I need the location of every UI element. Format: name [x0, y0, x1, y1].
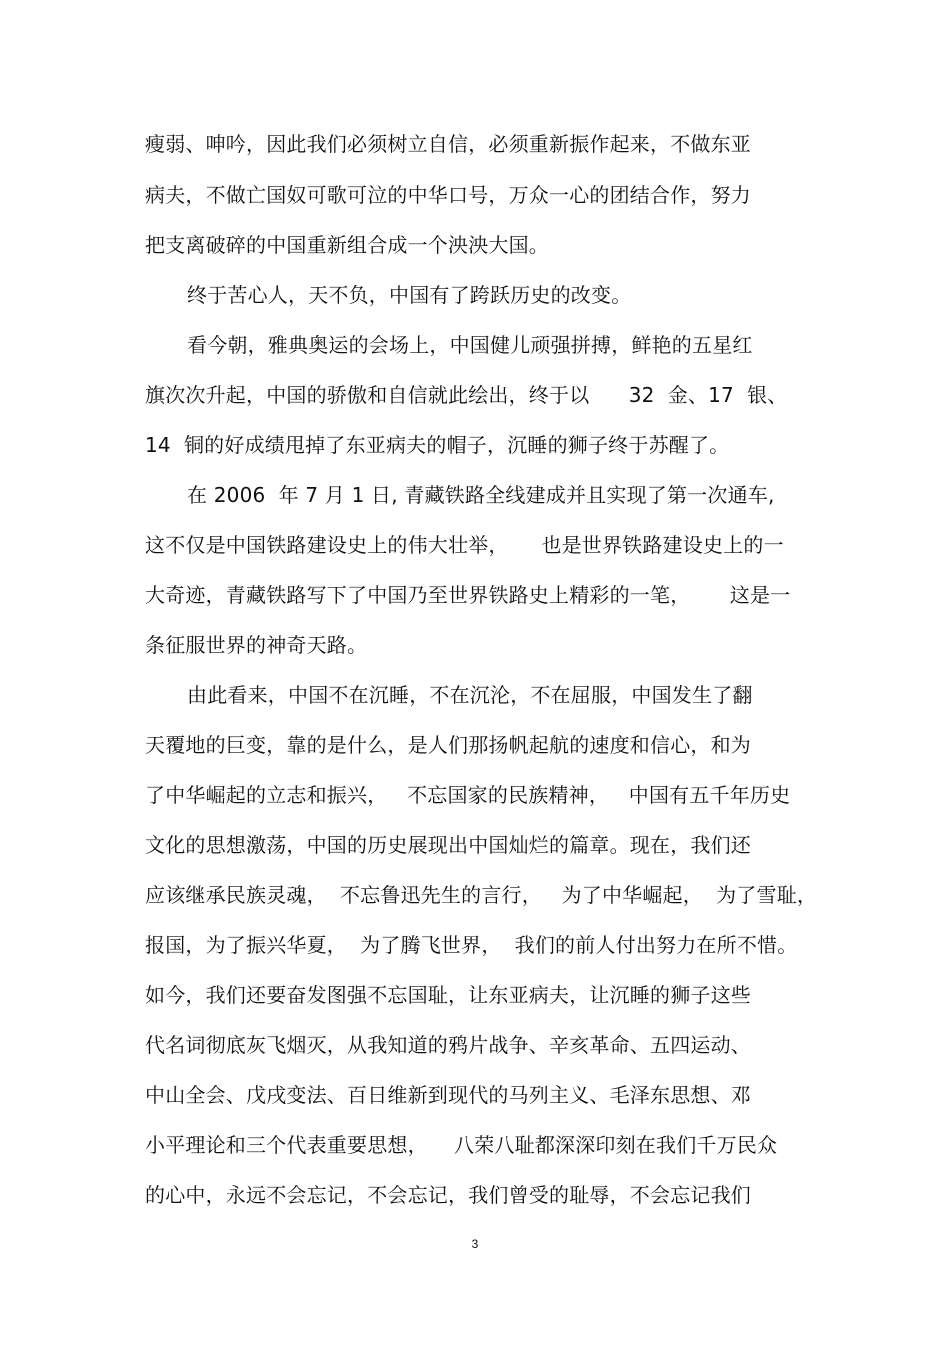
text-line: 天覆地的巨变，靠的是什么，是人们那扬帆起航的速度和信心，和为	[145, 733, 751, 757]
text-line: 代名词彻底灰飞烟灭，从我知道的鸦片战争、辛亥革命、五四运动、	[145, 1033, 751, 1057]
text-line: 文化的思想激荡，中国的历史展现出中国灿烂的篇章。现在，我们还	[145, 833, 751, 857]
text-line: 在 2006 年 7 月 1 日, 青藏铁路全线建成并且实现了第一次通车,	[187, 483, 775, 507]
text-line: 瘦弱、呻吟，因此我们必须树立自信，必须重新振作起来，不做东亚	[145, 132, 751, 156]
text-line: 条征服世界的神奇天路。	[145, 633, 368, 657]
text-line: 了中华崛起的立志和振兴， 不忘国家的民族精神， 中国有五千年历史	[145, 783, 791, 807]
text-line: 中山全会、戊戌变法、百日维新到现代的马列主义、毛泽东思想、邓	[145, 1083, 751, 1107]
text-line: 的心中，永远不会忘记，不会忘记，我们曾受的耻辱，不会忘记我们	[145, 1183, 751, 1207]
text-line: 这不仅是中国铁路建设史上的伟大壮举， 也是世界铁路建设史上的一	[145, 533, 784, 557]
text-line: 应该继承民族灵魂， 不忘鲁迅先生的言行， 为了中华崛起， 为了雪耻，	[145, 883, 818, 907]
text-line: 由此看来，中国不在沉睡，不在沉沦，不在屈服，中国发生了翻	[187, 683, 753, 707]
text-line: 看今朝，雅典奥运的会场上，中国健儿顽强拼搏，鲜艳的五星红	[187, 333, 753, 357]
text-line: 大奇迹，青藏铁路写下了中国乃至世界铁路史上精彩的一笔， 这是一	[145, 583, 791, 607]
text-line: 小平理论和三个代表重要思想， 八荣八耻都深深印刻在我们千万民众	[145, 1133, 778, 1157]
text-line: 14 铜的好成绩甩掉了东亚病夫的帽子，沉睡的狮子终于苏醒了。	[145, 433, 730, 457]
text-line: 把支离破碎的中国重新组合成一个泱泱大国。	[145, 233, 549, 257]
text-line: 终于苦心人，天不负，中国有了跨跃历史的改变。	[187, 283, 632, 307]
text-line: 旗次次升起，中国的骄傲和自信就此绘出，终于以 32 金、17 银、	[145, 383, 788, 407]
page-number: 3	[471, 1237, 479, 1251]
text-line: 如今，我们还要奋发图强不忘国耻，让东亚病夫，让沉睡的狮子这些	[145, 983, 751, 1007]
text-line: 报国，为了振兴华夏， 为了腾飞世界， 我们的前人付出努力在所不惜。	[145, 933, 798, 957]
text-line: 病夫，不做亡国奴可歌可泣的中华口号，万众一心的团结合作，努力	[145, 183, 751, 207]
